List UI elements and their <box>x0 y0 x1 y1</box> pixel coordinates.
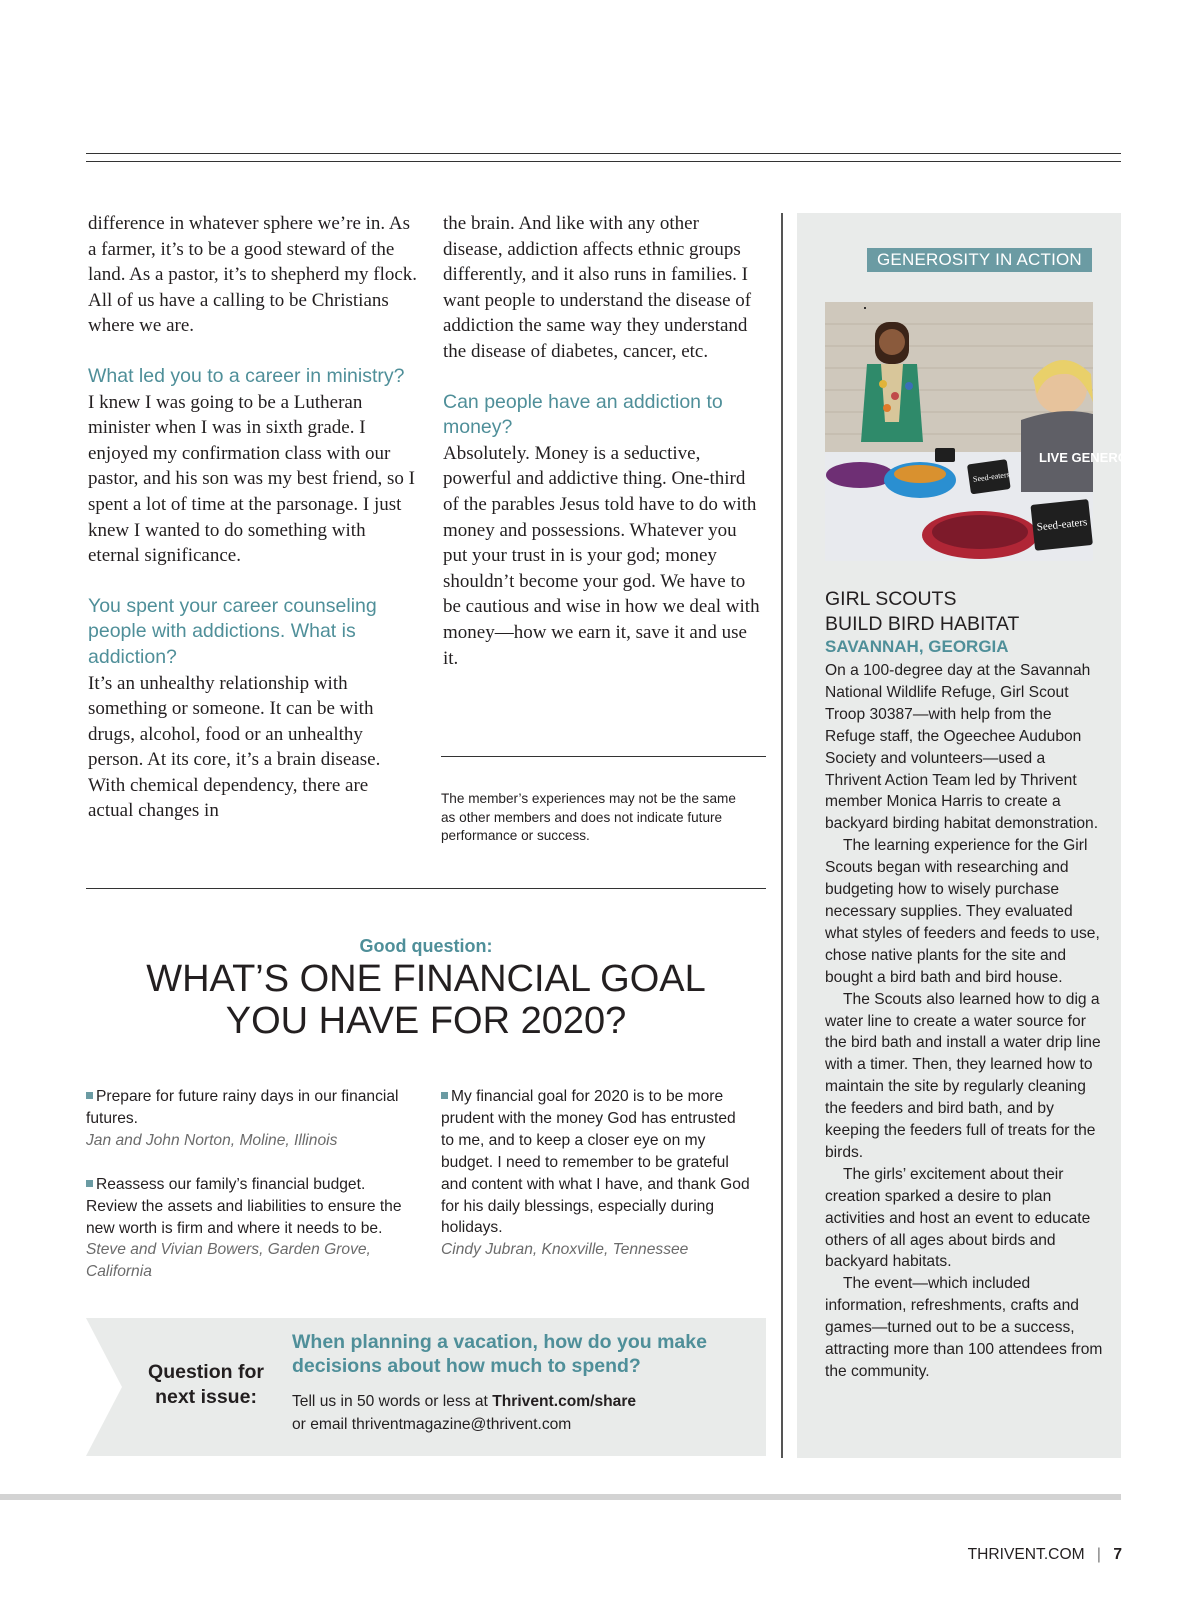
email-line[interactable]: or email thriventmagazine@thrivent.com <box>292 1416 572 1433</box>
section-rule <box>86 888 766 889</box>
footer-site[interactable]: THRIVENT.COM <box>967 1546 1085 1563</box>
footer-rule <box>0 1494 1121 1500</box>
answer-text: Prepare for future rainy days in our financial futures. <box>86 1088 399 1127</box>
next-issue-label <box>146 1360 266 1410</box>
square-bullet-icon <box>441 1092 448 1099</box>
middle-column <box>443 211 763 671</box>
next-issue-label-line: Question for <box>148 1361 264 1383</box>
sidebar-story <box>825 660 1105 1383</box>
headline-line: YOU HAVE FOR 2020? <box>225 1000 627 1042</box>
answer-author: Jan and John Norton, Moline, Illinois <box>86 1131 338 1149</box>
next-issue-box <box>86 1318 766 1456</box>
prompt-text: Tell us in 50 words or less at <box>292 1393 493 1410</box>
answers-right <box>441 1086 751 1261</box>
next-issue-label-line: next issue: <box>155 1386 257 1408</box>
girl-scouts-photo <box>825 302 1162 561</box>
square-bullet-icon <box>86 1092 93 1099</box>
chevron-right-icon <box>86 1318 126 1456</box>
generosity-tag: GENEROSITY IN ACTION <box>867 248 1092 272</box>
interview-question: You spent your career counseling people with addictions. What is addiction? <box>88 594 377 668</box>
answer-text: Reassess our family’s financial budget. Review the assets and liabilities to ensure the new worth is firm and where it needs to be. <box>86 1175 402 1237</box>
page-number: 7 <box>1113 1546 1122 1563</box>
sidebar-title <box>825 587 1105 636</box>
left-column <box>88 211 418 824</box>
story-paragraph: The girls’ excitement about their creation sparked a desire to plan activities and host an event to educate others of all ages about birds and backyard habitats. <box>825 1165 1091 1271</box>
next-issue-prompt <box>292 1390 752 1436</box>
sidebar-location: SAVANNAH, GEORGIA <box>825 637 1009 656</box>
share-link[interactable]: Thrivent.com/share <box>492 1393 637 1410</box>
header-rule-bottom <box>86 161 1121 162</box>
interview-answer: Absolutely. Money is a seductive, powerful and addictive thing. One-third of the parables Jesus told have to do with money and possessions. Whatever you put your trust in is your god; money shouldn’t become your god. We have to be cautious and wise in how we deal with money—how we earn it, save it and use it. <box>443 442 760 669</box>
square-bullet-icon <box>86 1180 93 1187</box>
answer-text: My financial goal for 2020 is to be more prudent with the money God has entrusted to me, and to keep a closer eye on my budget. I need to remember to be grateful and content with what I have, and thank God for his daily blessings, especially during holidays. <box>441 1088 750 1237</box>
page-footer <box>968 1546 1122 1564</box>
good-question-headline <box>86 958 766 1042</box>
story-paragraph: The Scouts also learned how to dig a water line to create a water source for the bird bath and install a water drip line with a timer. Then, they learned how to maintain the site by regularly cleaning the feeders and bird bath, and by keeping the feeders full of treats for the birds. <box>825 990 1101 1161</box>
next-issue-question: When planning a vacation, how do you make decisions about how much to spend? <box>292 1331 707 1377</box>
interview-answer: I knew I was going to be a Lutheran minister when I was in sixth grade. I enjoyed my confirmation class with our pastor, and his son was my best friend, so I spent a lot of time at the parsonage. I just knew I wanted to do something with eternal significance. <box>88 391 415 567</box>
story-paragraph: On a 100-degree day at the Savannah National Wildlife Refuge, Girl Scout Troop 30387—with help from the Refuge staff, the Ogeechee Audubon Society and volunteers—used a Thrivent Action Team led by Thrivent member Monica Harris to create a backyard birding habitat demonstration. <box>825 662 1099 833</box>
answers-left <box>86 1086 416 1283</box>
sidebar-title-line: BUILD BIRD HABITAT <box>825 612 1020 635</box>
photo-sign-small: Seed-eaters <box>972 469 1011 484</box>
disclaimer: The member’s experiences may not be the same as other members and does not indicate future performance or success. <box>441 791 736 843</box>
column-divider <box>781 213 783 1458</box>
article-paragraph: difference in whatever sphere we’re in. As a farmer, it’s to be a good steward of the land. As a pastor, it’s to shepherd my flock. All of us have a calling to be Christians where we are. <box>88 213 418 337</box>
interview-question: What led you to a career in ministry? <box>88 364 405 387</box>
photo-sign: Seed-eaters <box>1036 516 1088 534</box>
header-rule-top <box>86 153 1121 154</box>
story-paragraph: The event—which included information, refreshments, crafts and games—turned out to be a success, attracting more than 100 attendees from the community. <box>825 1275 1103 1380</box>
disclaimer-rule <box>441 756 766 757</box>
answer-author: Cindy Jubran, Knoxville, Tennessee <box>441 1241 689 1259</box>
shirt-text: LIVE GENEROUSLY <box>1039 450 1162 465</box>
interview-answer: It’s an unhealthy relationship with something or someone. It can be with drugs, alcohol, food or an unhealthy person. At its core, it’s a brain disease. With chemical dependency, there are actual changes in <box>88 672 381 822</box>
story-paragraph: The learning experience for the Girl Scouts began with researching and budgeting how to wisely purchase necessary supplies. They evaluated what styles of feeders and feeds to use, chose native plants for the site and bought a bird bath and bird house. <box>825 837 1100 986</box>
answer-author: Steve and Vivian Bowers, Garden Grove, California <box>86 1241 371 1281</box>
footer-separator: | <box>1096 1546 1101 1563</box>
headline-line: WHAT’S ONE FINANCIAL GOAL <box>146 958 706 1000</box>
sidebar-title-line: GIRL SCOUTS <box>825 588 957 610</box>
article-paragraph: the brain. And like with any other disease, addiction affects ethnic groups differently, and it also runs in families. I want people to understand the disease of addiction the same way they understand the disease of diabetes, cancer, etc. <box>443 213 752 362</box>
sidebar-panel <box>797 213 1162 1458</box>
interview-question: Can people have an addiction to money? <box>443 390 723 439</box>
good-question-kicker: Good question: <box>359 936 493 956</box>
